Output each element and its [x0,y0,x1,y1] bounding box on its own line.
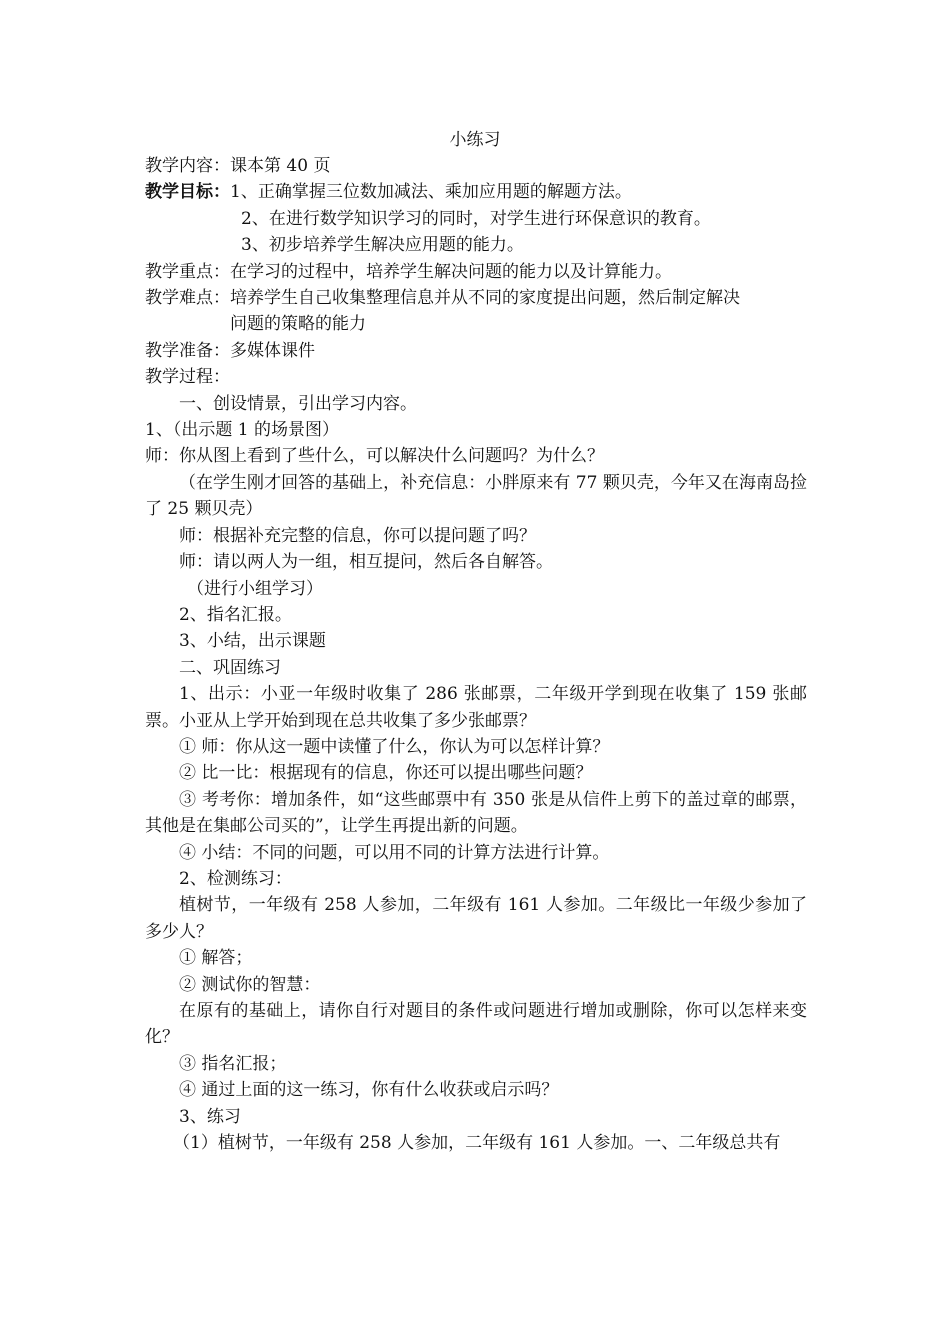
exercise-3-heading: 3、练习 [179,1106,241,1127]
item1: 1、（出示题 1 的场景图） [145,420,339,441]
difficulty-line-1: 教学难点：培养学生自己收集整理信息并从不同的家度提出问题，然后制定解决 [145,288,740,309]
content-line [145,153,807,179]
focus-line: 教学重点：在学习的过程中，培养学生解决问题的能力以及计算能力。 [145,261,672,282]
part1-heading: 一、创设情景，引出学习内容。 [179,393,417,414]
teacher-question-3: 师：请以两人为一组，相互提问，然后各自解答。 [179,552,553,573]
exercise-1-step-c: ③ 考考你：增加条件，如“这些邮票中有 350 张是从信件上剪下的盖过章的邮票，其他是在集邮公司买的”，让学生再提出新的问题。 [145,789,807,837]
content-label: 教学内容： [145,156,230,176]
goals-label: 教学目标： [145,182,230,203]
exercise-1-step-a: ① 师：你从这一题中读懂了什么，你认为可以怎样计算？ [179,736,610,757]
exercise-2-heading: 2、检测练习： [179,868,292,889]
group-study: （进行小组学习） [187,578,323,599]
exercise-2-step-a: ① 解答； [179,948,253,969]
goal-3: 3、初步培养学生解决应用题的能力。 [241,235,524,256]
content-value: 课本第 40 页 [230,156,331,176]
process-label: 教学过程： [145,367,230,388]
teacher-question-1: 师：你从图上看到了些什么，可以解决什么问题吗？为什么？ [145,446,604,467]
summary-line: 3、小结，出示课题 [179,631,326,652]
part2-heading: 二、巩固练习 [179,657,281,678]
exercise-2-step-c: ③ 指名汇报； [179,1053,287,1074]
exercise-3-item-1: （1）植树节，一年级有 258 人参加，二年级有 161 人参加。一、二年级总共有 [173,1133,781,1154]
goal-1: 1、正确掌握三位数加减法、乘加应用题的解题方法。 [230,182,632,203]
goal-2: 2、在进行数学知识学习的同时，对学生进行环保意识的教育。 [241,208,711,229]
teacher-question-2: 师：根据补充完整的信息，你可以提问题了吗？ [179,525,536,546]
exercise-1-step-d: ④ 小结：不同的问题，可以用不同的计算方法进行计算。 [179,842,610,863]
exercise-2-step-d: ④ 通过上面的这一练习，你有什么收获或启示吗？ [179,1080,559,1101]
document-title: 小练习 [449,130,501,150]
report-line: 2、指名汇报。 [179,604,292,625]
exercise-1-paragraph: 1、出示：小亚一年级时收集了 286 张邮票，二年级开学到现在收集了 159 张邮票。小亚从上学开始到现在总共收集了多少张邮票？ [145,684,807,731]
exercise-2-step-b: ② 测试你的智慧： [179,974,321,995]
document-body [145,153,807,1156]
exercise-2-step-b-detail: 在原有的基础上，请你自行对题目的条件或问题进行增加或删除，你可以怎样来变化？ [145,1001,807,1048]
exercise-2-problem: 植树节，一年级有 258 人参加，二年级有 161 人参加。二年级比一年级少参加了多少人？ [145,895,807,942]
supplement-paragraph: （在学生刚才回答的基础上，补充信息：小胖原来有 77 颗贝壳，今年又在海南岛捡了 25 颗贝壳） [145,472,807,520]
difficulty-line-2: 问题的策略的能力 [230,314,366,335]
goals-line-1 [145,179,807,205]
exercise-1-step-b: ② 比一比：根据现有的信息，你还可以提出哪些问题？ [179,763,593,784]
prep-line: 教学准备：多媒体课件 [145,340,315,361]
